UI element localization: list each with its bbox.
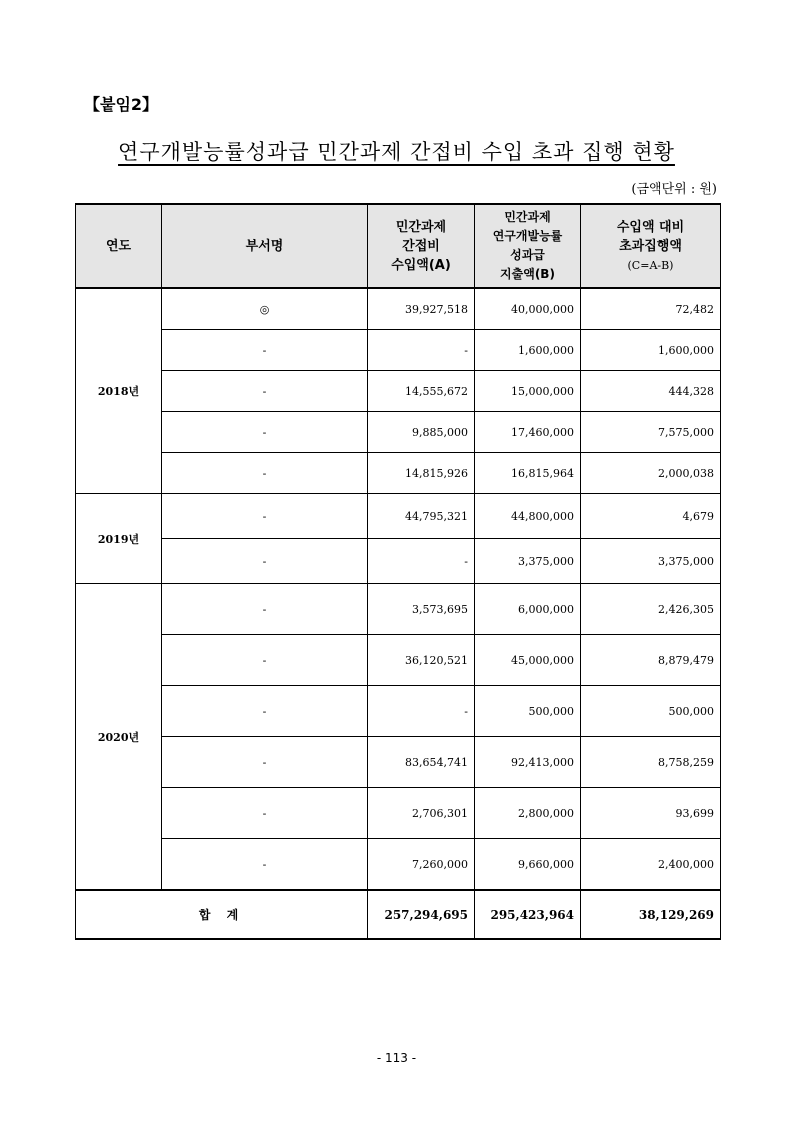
total-expense-b: 295,423,964 bbox=[475, 890, 581, 939]
total-label: 합 계 bbox=[76, 890, 368, 939]
header-col-a-line: 간접비 bbox=[402, 238, 440, 254]
excess-c-cell: 2,400,000 bbox=[581, 839, 721, 891]
header-col-b-line: 지출액(B) bbox=[500, 267, 555, 281]
page-number: - 113 - bbox=[376, 1051, 417, 1065]
header-col-a-line: 민간과제 bbox=[395, 219, 447, 235]
header-col-c-line: 초과집행액 bbox=[619, 238, 682, 254]
dept-cell: - bbox=[162, 788, 368, 839]
excess-c-cell: 8,879,479 bbox=[581, 635, 721, 686]
table-row bbox=[76, 330, 721, 371]
excess-c-cell: 500,000 bbox=[581, 686, 721, 737]
header-col-b bbox=[475, 204, 581, 288]
income-a-cell: 44,795,321 bbox=[368, 494, 475, 539]
table-row bbox=[76, 288, 721, 330]
expense-b-cell: 1,600,000 bbox=[475, 330, 581, 371]
excess-c-cell: 2,426,305 bbox=[581, 584, 721, 635]
header-col-b-line: 성과급 bbox=[510, 248, 545, 262]
expense-b-cell: 45,000,000 bbox=[475, 635, 581, 686]
expense-b-cell: 17,460,000 bbox=[475, 412, 581, 453]
excess-c-cell: 3,375,000 bbox=[581, 539, 721, 584]
table-row bbox=[76, 584, 721, 635]
dept-cell: - bbox=[162, 584, 368, 635]
table-row bbox=[76, 686, 721, 737]
dept-cell: - bbox=[162, 453, 368, 494]
expense-b-cell: 500,000 bbox=[475, 686, 581, 737]
table-row bbox=[76, 839, 721, 891]
income-a-cell: 14,555,672 bbox=[368, 371, 475, 412]
income-a-cell: 14,815,926 bbox=[368, 453, 475, 494]
header-col-b-line: 연구개발능률 bbox=[492, 229, 563, 243]
table-row bbox=[76, 412, 721, 453]
dept-cell: - bbox=[162, 737, 368, 788]
table-row bbox=[76, 737, 721, 788]
dept-cell: - bbox=[162, 539, 368, 584]
income-a-cell: 3,573,695 bbox=[368, 584, 475, 635]
attachment-label: 【붙임2】 bbox=[84, 95, 159, 114]
table-header-row bbox=[76, 204, 721, 288]
header-col-c-formula: (C=A-B) bbox=[627, 258, 674, 272]
expenditure-table bbox=[75, 203, 721, 940]
income-a-cell: 9,885,000 bbox=[368, 412, 475, 453]
dept-cell: - bbox=[162, 635, 368, 686]
header-col-a bbox=[368, 204, 475, 288]
excess-c-cell: 4,679 bbox=[581, 494, 721, 539]
excess-c-cell: 93,699 bbox=[581, 788, 721, 839]
unit-note: (금액단위 : 원) bbox=[631, 182, 717, 197]
expense-b-cell: 6,000,000 bbox=[475, 584, 581, 635]
header-dept: 부서명 bbox=[162, 204, 368, 288]
dept-cell: - bbox=[162, 494, 368, 539]
expense-b-cell: 16,815,964 bbox=[475, 453, 581, 494]
total-excess-c: 38,129,269 bbox=[581, 890, 721, 939]
table-row bbox=[76, 539, 721, 584]
income-a-cell: 2,706,301 bbox=[368, 788, 475, 839]
excess-c-cell: 72,482 bbox=[581, 288, 721, 330]
header-col-c-line: 수입액 대비 bbox=[616, 219, 685, 235]
expense-b-cell: 9,660,000 bbox=[475, 839, 581, 891]
expense-b-cell: 40,000,000 bbox=[475, 288, 581, 330]
expense-b-cell: 15,000,000 bbox=[475, 371, 581, 412]
dept-cell: - bbox=[162, 371, 368, 412]
dept-cell: - bbox=[162, 686, 368, 737]
income-a-cell: 83,654,741 bbox=[368, 737, 475, 788]
document-title: 연구개발능률성과급 민간과제 간접비 수입 초과 집행 현황 bbox=[118, 140, 675, 164]
dept-cell: ◎ bbox=[162, 288, 368, 330]
table-row bbox=[76, 635, 721, 686]
excess-c-cell: 444,328 bbox=[581, 371, 721, 412]
table-row bbox=[76, 494, 721, 539]
income-a-cell: 7,260,000 bbox=[368, 839, 475, 891]
dept-cell: - bbox=[162, 412, 368, 453]
income-a-cell: 36,120,521 bbox=[368, 635, 475, 686]
income-a-cell: 39,927,518 bbox=[368, 288, 475, 330]
expense-b-cell: 2,800,000 bbox=[475, 788, 581, 839]
header-col-c bbox=[581, 204, 721, 288]
income-a-cell: - bbox=[368, 686, 475, 737]
excess-c-cell: 2,000,038 bbox=[581, 453, 721, 494]
header-col-a-line: 수입액(A) bbox=[391, 257, 451, 273]
year-cell: 2020년 bbox=[76, 584, 162, 891]
table-body bbox=[76, 288, 721, 890]
year-cell: 2019년 bbox=[76, 494, 162, 584]
total-income-a: 257,294,695 bbox=[368, 890, 475, 939]
excess-c-cell: 1,600,000 bbox=[581, 330, 721, 371]
expense-b-cell: 3,375,000 bbox=[475, 539, 581, 584]
table-row bbox=[76, 453, 721, 494]
expense-b-cell: 92,413,000 bbox=[475, 737, 581, 788]
table-row bbox=[76, 788, 721, 839]
year-cell: 2018년 bbox=[76, 288, 162, 494]
dept-cell: - bbox=[162, 330, 368, 371]
dept-cell: - bbox=[162, 839, 368, 891]
income-a-cell: - bbox=[368, 539, 475, 584]
expense-b-cell: 44,800,000 bbox=[475, 494, 581, 539]
income-a-cell: - bbox=[368, 330, 475, 371]
total-row bbox=[76, 890, 721, 939]
excess-c-cell: 8,758,259 bbox=[581, 737, 721, 788]
header-year: 연도 bbox=[76, 204, 162, 288]
header-col-b-line: 민간과제 bbox=[504, 210, 551, 224]
excess-c-cell: 7,575,000 bbox=[581, 412, 721, 453]
table-row bbox=[76, 371, 721, 412]
